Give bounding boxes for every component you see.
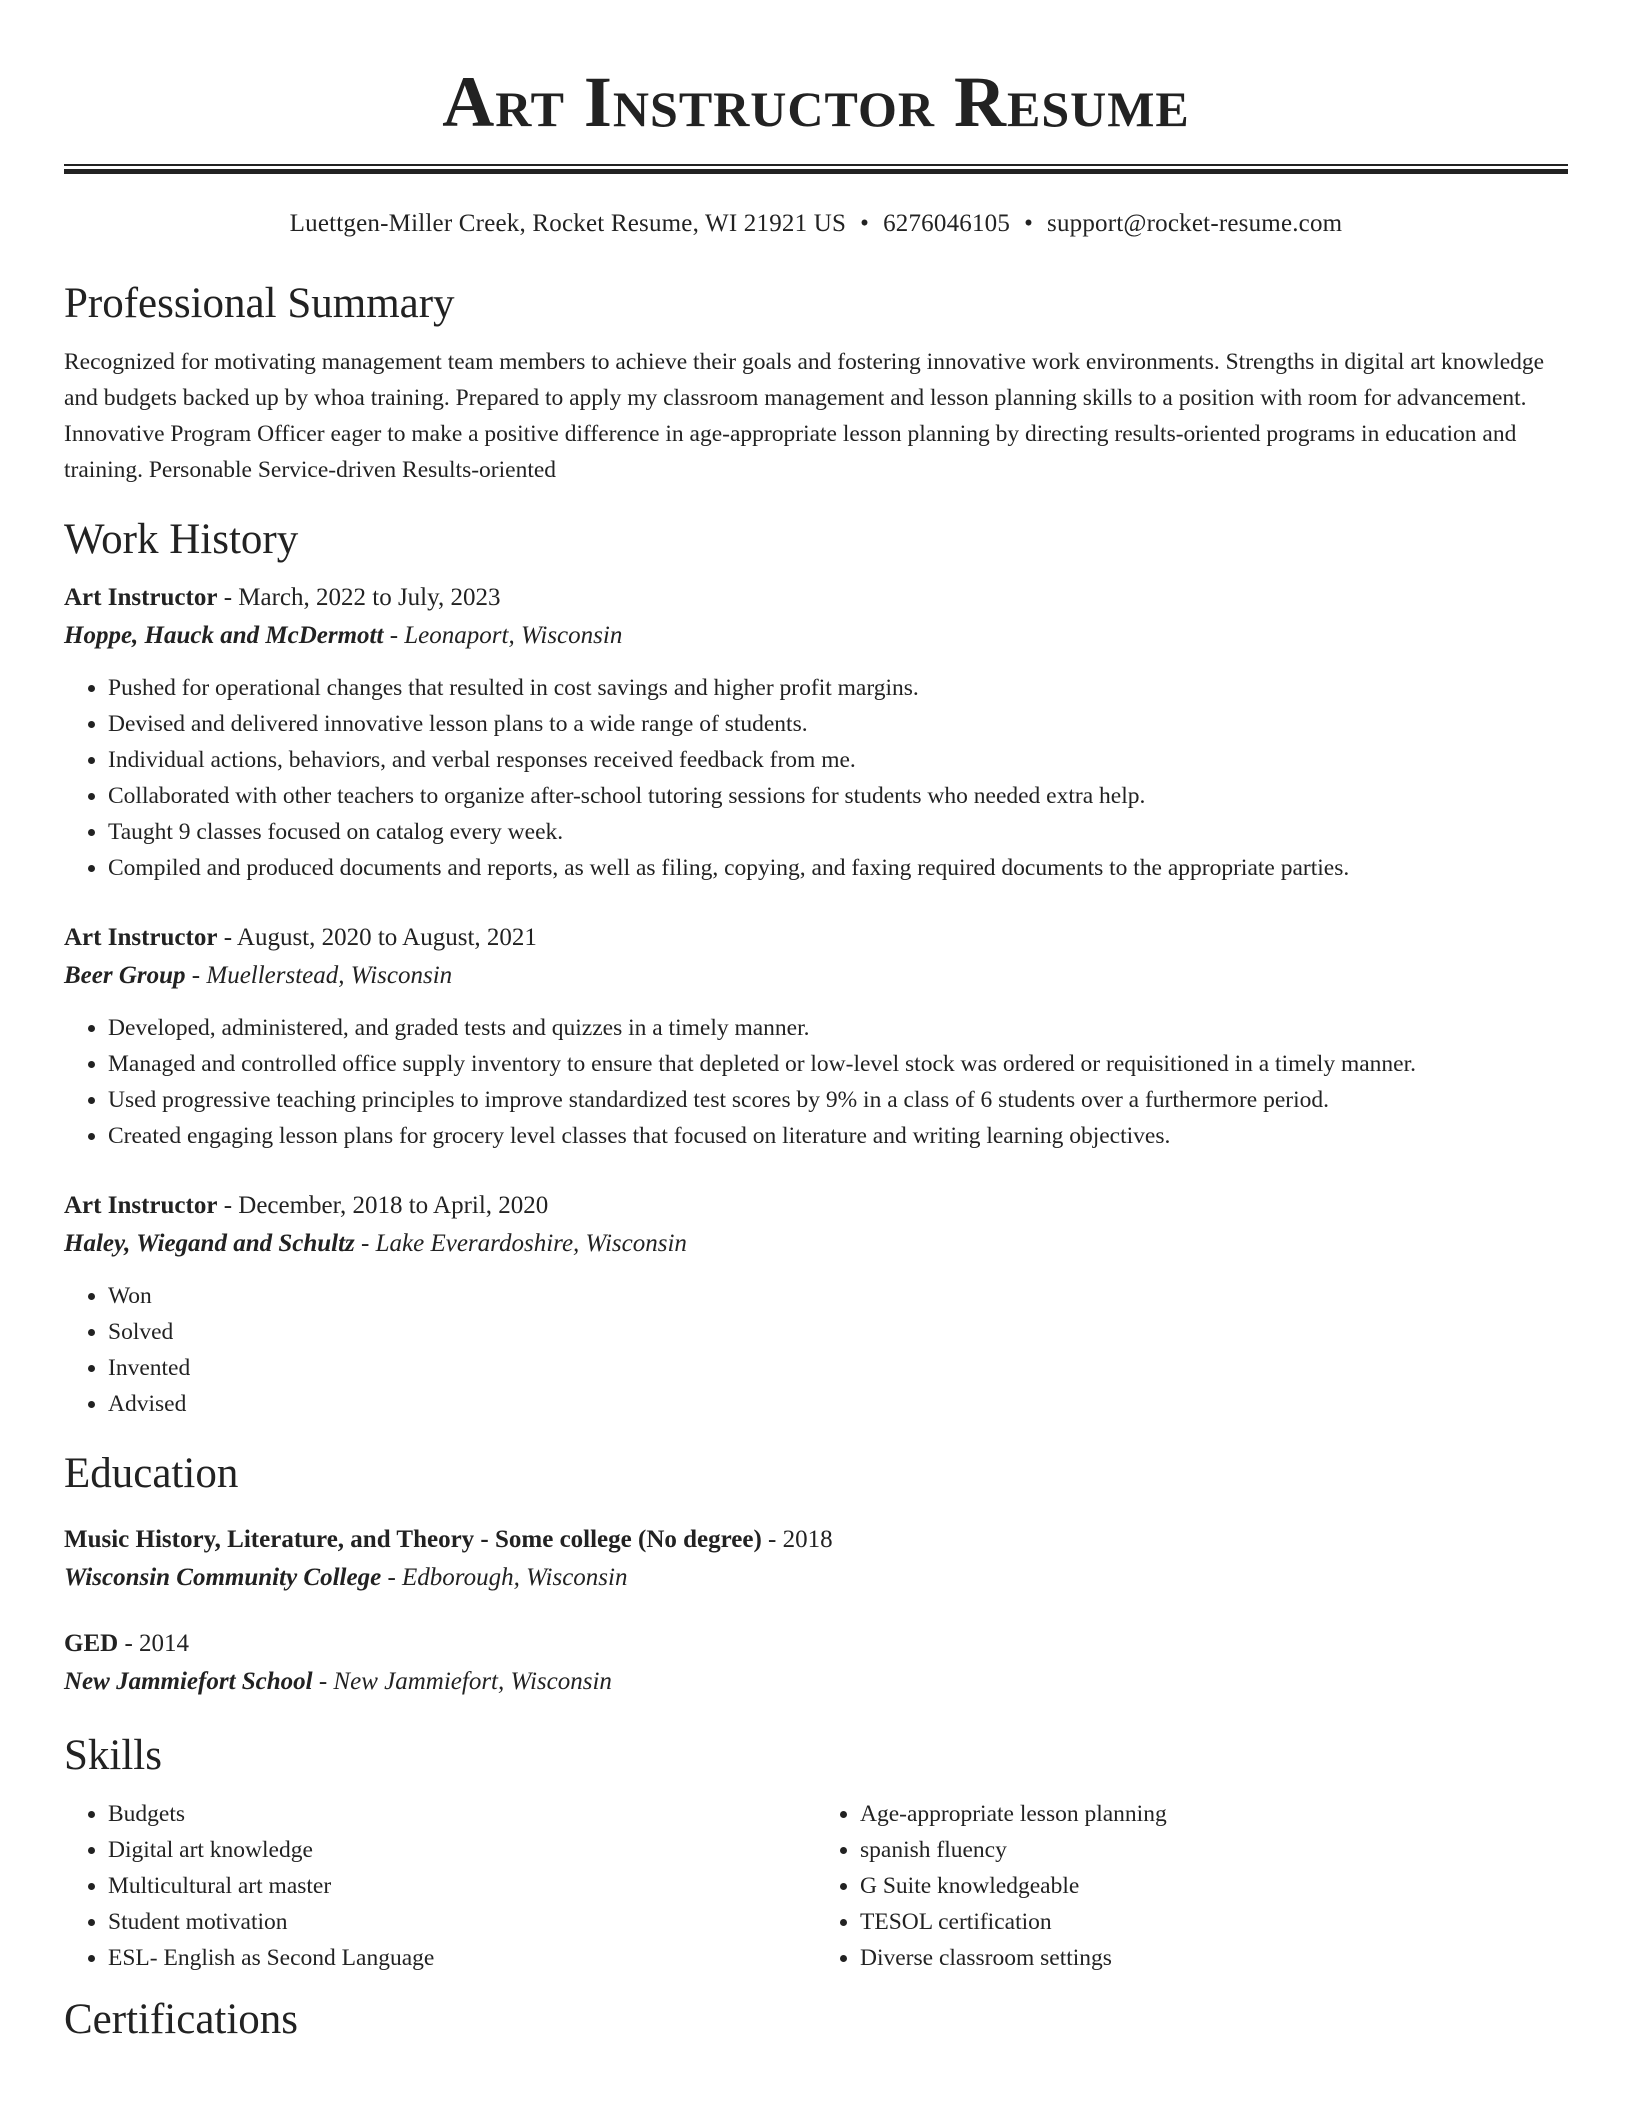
education-degree: Music History, Literature, and Theory - Some college (No degree) bbox=[64, 1526, 762, 1553]
job-header bbox=[64, 920, 1568, 956]
job-title: Art Instructor bbox=[64, 924, 218, 951]
job-location: - Leonaport, Wisconsin bbox=[383, 622, 623, 649]
section-heading-education: Education bbox=[64, 1450, 239, 1497]
skills-columns bbox=[64, 1796, 1568, 1976]
job-entry bbox=[64, 1188, 1568, 1422]
education-location: - New Jammiefort, Wisconsin bbox=[312, 1668, 612, 1695]
list-item: • Individual actions, behaviors, and verbal responses received feedback from me. bbox=[108, 742, 1568, 778]
job-company: Haley, Wiegand and Schultz bbox=[64, 1230, 355, 1257]
list-item: • spanish fluency bbox=[860, 1832, 1568, 1868]
education-header bbox=[64, 1522, 1568, 1558]
education-location: - Edborough, Wisconsin bbox=[381, 1564, 628, 1591]
contact-separator: • bbox=[1024, 210, 1034, 237]
job-title: Art Instructor bbox=[64, 1192, 218, 1219]
skills-list-right bbox=[816, 1796, 1568, 1976]
job-dates: - December, 2018 to April, 2020 bbox=[217, 1192, 549, 1219]
contact-email: support@rocket-resume.com bbox=[1047, 210, 1343, 237]
skills-list-left bbox=[64, 1796, 816, 1976]
list-item: • Compiled and produced documents and reports, as well as filing, copying, and faxing required documents to the appropriate parties. bbox=[108, 850, 1568, 886]
education-degree: GED bbox=[64, 1630, 119, 1657]
list-item: • ESL- English as Second Language bbox=[108, 1940, 816, 1976]
job-company-line bbox=[64, 618, 1568, 654]
list-item: • Diverse classroom settings bbox=[860, 1940, 1568, 1976]
job-company: Hoppe, Hauck and McDermott bbox=[64, 622, 384, 649]
list-item: • Taught 9 classes focused on catalog every week. bbox=[108, 814, 1568, 850]
education-school: Wisconsin Community College bbox=[64, 1564, 382, 1591]
job-dates: - August, 2020 to August, 2021 bbox=[217, 924, 537, 951]
section-heading-skills: Skills bbox=[64, 1732, 162, 1779]
job-title: Art Instructor bbox=[64, 584, 218, 611]
education-entry bbox=[64, 1522, 1568, 1596]
education-school: New Jammiefort School bbox=[64, 1668, 313, 1695]
title-divider bbox=[64, 164, 1568, 174]
job-entry bbox=[64, 580, 1568, 886]
list-item: • Multicultural art master bbox=[108, 1868, 816, 1904]
job-company: Beer Group bbox=[64, 962, 186, 989]
list-item: • Used progressive teaching principles to improve standardized test scores by 9% in a class of 6 students over a furthermore period. bbox=[108, 1082, 1568, 1118]
list-item: • Advised bbox=[108, 1386, 1568, 1422]
section-heading-work: Work History bbox=[64, 516, 299, 563]
contact-phone: 6276046105 bbox=[883, 210, 1011, 237]
job-bullets bbox=[64, 1010, 1568, 1154]
contact-address: Luettgen-Miller Creek, Rocket Resume, WI 21921 US bbox=[289, 210, 847, 237]
list-item: • Devised and delivered innovative lesson plans to a wide range of students. bbox=[108, 706, 1568, 742]
list-item: • Age-appropriate lesson planning bbox=[860, 1796, 1568, 1832]
list-item: • Budgets bbox=[108, 1796, 816, 1832]
resume-title: Art Instructor Resume bbox=[442, 62, 1190, 142]
list-item: • Managed and controlled office supply inventory to ensure that depleted or low-level stock was ordered or requisitioned in a timely manner. bbox=[108, 1046, 1568, 1082]
job-entry bbox=[64, 920, 1568, 1154]
list-item: • Digital art knowledge bbox=[108, 1832, 816, 1868]
list-item: • Invented bbox=[108, 1350, 1568, 1386]
list-item: • Created engaging lesson plans for grocery level classes that focused on literature and writing learning objectives. bbox=[108, 1118, 1568, 1154]
list-item: • Collaborated with other teachers to organize after-school tutoring sessions for students who needed extra help. bbox=[108, 778, 1568, 814]
job-location: - Lake Everardoshire, Wisconsin bbox=[354, 1230, 687, 1257]
list-item: • Solved bbox=[108, 1314, 1568, 1350]
list-item: • G Suite knowledgeable bbox=[860, 1868, 1568, 1904]
education-entry bbox=[64, 1626, 1568, 1700]
contact-line bbox=[64, 208, 1568, 240]
job-header bbox=[64, 1188, 1568, 1224]
list-item: • Student motivation bbox=[108, 1904, 816, 1940]
education-year: - 2014 bbox=[118, 1630, 190, 1657]
summary-text: Recognized for motivating management team members to achieve their goals and fostering innovative work environments. Strengths in digital art knowledge and budgets backed up by whoa training. Prepared to apply my classroom management and lesson planning skills to a position with room for advancement. Innovative Program Officer eager to make a positive difference in age-appropriate lesson planning by directing results-oriented programs in education and training. Personable Service-driven Results-oriented bbox=[64, 349, 1545, 483]
education-school-line bbox=[64, 1664, 1568, 1700]
job-company-line bbox=[64, 958, 1568, 994]
education-header bbox=[64, 1626, 1568, 1662]
education-school-line bbox=[64, 1560, 1568, 1596]
job-bullets bbox=[64, 670, 1568, 886]
list-item: • TESOL certification bbox=[860, 1904, 1568, 1940]
list-item: • Pushed for operational changes that resulted in cost savings and higher profit margins. bbox=[108, 670, 1568, 706]
contact-separator: • bbox=[860, 210, 870, 237]
list-item: • Won bbox=[108, 1278, 1568, 1314]
list-item: • Developed, administered, and graded tests and quizzes in a timely manner. bbox=[108, 1010, 1568, 1046]
section-heading-summary: Professional Summary bbox=[64, 280, 455, 327]
job-location: - Muellerstead, Wisconsin bbox=[185, 962, 453, 989]
job-bullets bbox=[64, 1278, 1568, 1422]
job-dates: - March, 2022 to July, 2023 bbox=[217, 584, 501, 611]
job-company-line bbox=[64, 1226, 1568, 1262]
job-header bbox=[64, 580, 1568, 616]
education-year: - 2018 bbox=[761, 1526, 833, 1553]
section-heading-certifications: Certifications bbox=[64, 1996, 299, 2043]
